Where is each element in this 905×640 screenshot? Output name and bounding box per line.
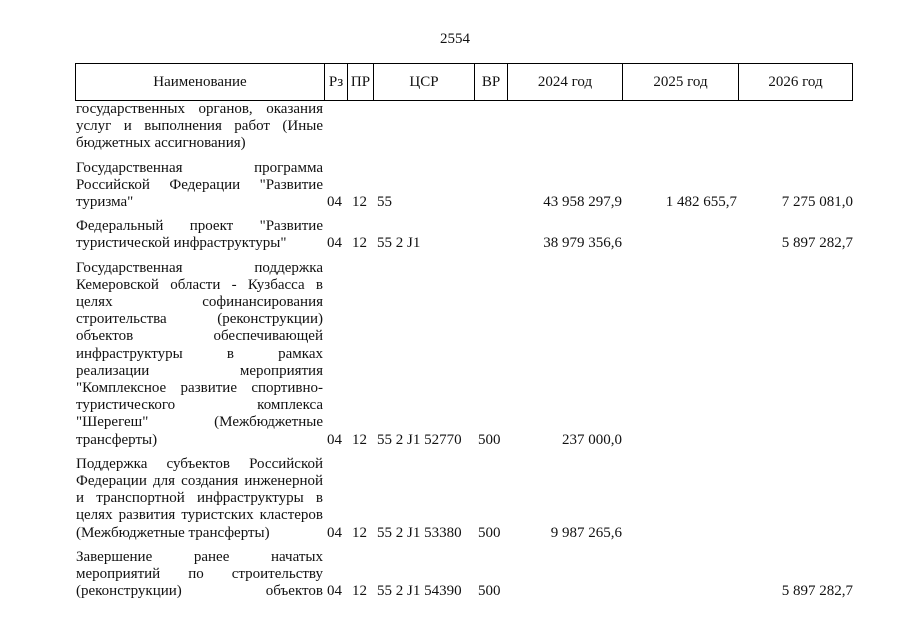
header-pr: ПР — [347, 64, 373, 100]
row-name-line: услуг и выполнения работ (Иные — [76, 118, 323, 135]
header-2025: 2025 год — [622, 64, 738, 100]
header-name: Наименование — [153, 73, 247, 90]
row-name-line: (реконструкции) объектов — [76, 583, 323, 600]
header-2026: 2026 год — [738, 64, 852, 100]
cell-vr — [474, 235, 507, 252]
cell-rz: 04 — [327, 235, 342, 252]
cell-2026: 7 275 081,0 — [781, 194, 853, 211]
cell-vr — [474, 194, 507, 211]
cell-rz: 04 — [327, 431, 342, 448]
page-number: 2554 — [440, 31, 470, 47]
row-name-line: Федеральный проект "Развитие — [76, 218, 323, 235]
row-name-line: "Комплексное развитие спортивно- — [76, 380, 323, 397]
cell-rz: 04 — [327, 524, 342, 541]
cell-2025 — [622, 432, 738, 449]
row-name-line: Российской Федерации "Развитие — [76, 176, 323, 193]
row-name-line: трансферты) — [76, 431, 158, 448]
cell-rz: 04 — [327, 194, 342, 211]
cell-pr: 12 — [352, 583, 367, 600]
row-name-line: Поддержка субъектов Российской — [76, 455, 323, 472]
cell-2024 — [507, 583, 622, 600]
cell-csr: 55 2 J1 53380 — [377, 524, 462, 541]
row-name-line: Государственная программа — [76, 159, 323, 176]
cell-2026 — [738, 432, 853, 449]
row-name-line: (Межбюджетные трансферты) — [76, 524, 270, 541]
cell-vr: 500 — [478, 431, 501, 448]
cell-2024: 237 000,0 — [562, 431, 622, 448]
cell-csr: 55 2 J1 52770 — [377, 431, 462, 448]
header-2024: 2024 год — [507, 64, 622, 100]
table-header — [75, 63, 853, 101]
cell-csr: 55 — [377, 194, 392, 211]
row-name — [76, 160, 324, 212]
cell-vr: 500 — [478, 583, 501, 600]
cell-2025 — [622, 235, 738, 252]
header-vr: ВР — [474, 64, 507, 100]
row-name-line: Завершение ранее начатых — [76, 548, 323, 565]
table-row — [76, 260, 853, 449]
cell-2025: 1 482 655,7 — [665, 194, 737, 211]
cell-2024: 38 979 356,6 — [543, 235, 622, 252]
table-row — [76, 456, 853, 542]
row-name — [76, 101, 324, 153]
row-name — [76, 260, 324, 449]
cell-pr: 12 — [352, 431, 367, 448]
cell-2024: 9 987 265,6 — [550, 524, 622, 541]
row-name-line: целях развития туристских кластеров — [76, 507, 323, 524]
row-name-line: туристического комплекса — [76, 397, 323, 414]
cell-csr: 55 2 J1 54390 — [377, 583, 462, 600]
cell-2025 — [622, 583, 738, 600]
table-row — [76, 101, 853, 153]
cell-pr: 12 — [352, 235, 367, 252]
row-name-line: реализации мероприятия — [76, 362, 323, 379]
cell-2026 — [738, 525, 853, 542]
row-name-line: туристической инфраструктуры" — [76, 235, 287, 252]
row-name-line: мероприятий по строительству — [76, 566, 323, 583]
cell-pr: 12 — [352, 194, 367, 211]
cell-2026: 5 897 282,7 — [781, 583, 853, 600]
row-name-line: Государственная поддержка — [76, 259, 323, 276]
table-body — [76, 101, 853, 607]
cell-2025 — [622, 525, 738, 542]
table-row — [76, 160, 853, 212]
cell-pr: 12 — [352, 524, 367, 541]
table-row — [76, 549, 853, 601]
cell-vr: 500 — [478, 524, 501, 541]
cell-rz: 04 — [327, 583, 342, 600]
row-name-line: Кемеровской области - Кузбасса в — [76, 276, 323, 293]
row-name — [76, 218, 324, 252]
header-csr: ЦСР — [373, 64, 474, 100]
cell-2026: 5 897 282,7 — [781, 235, 853, 252]
row-name-line: туризма" — [76, 194, 134, 211]
row-name-line: государственных органов, оказания — [76, 101, 323, 117]
row-name — [76, 549, 324, 601]
row-name-line: строительства (реконструкции) — [76, 311, 323, 328]
row-name-line: объектов обеспечивающей — [76, 328, 323, 345]
header-rz: Рз — [324, 64, 347, 100]
table-row — [76, 218, 853, 252]
row-name-line: Федерации для создания инженерной — [76, 473, 323, 490]
row-name-line: "Шерегеш" (Межбюджетные — [76, 414, 323, 431]
row-name-line: бюджетных ассигнования) — [76, 135, 246, 152]
row-name — [76, 456, 324, 542]
cell-csr: 55 2 J1 — [377, 235, 421, 252]
cell-2024: 43 958 297,9 — [543, 194, 622, 211]
row-name-line: и транспортной инфраструктуры в — [76, 490, 323, 507]
row-name-line: целях софинансирования — [76, 294, 323, 311]
row-name-line: инфраструктуры в рамках — [76, 345, 323, 362]
